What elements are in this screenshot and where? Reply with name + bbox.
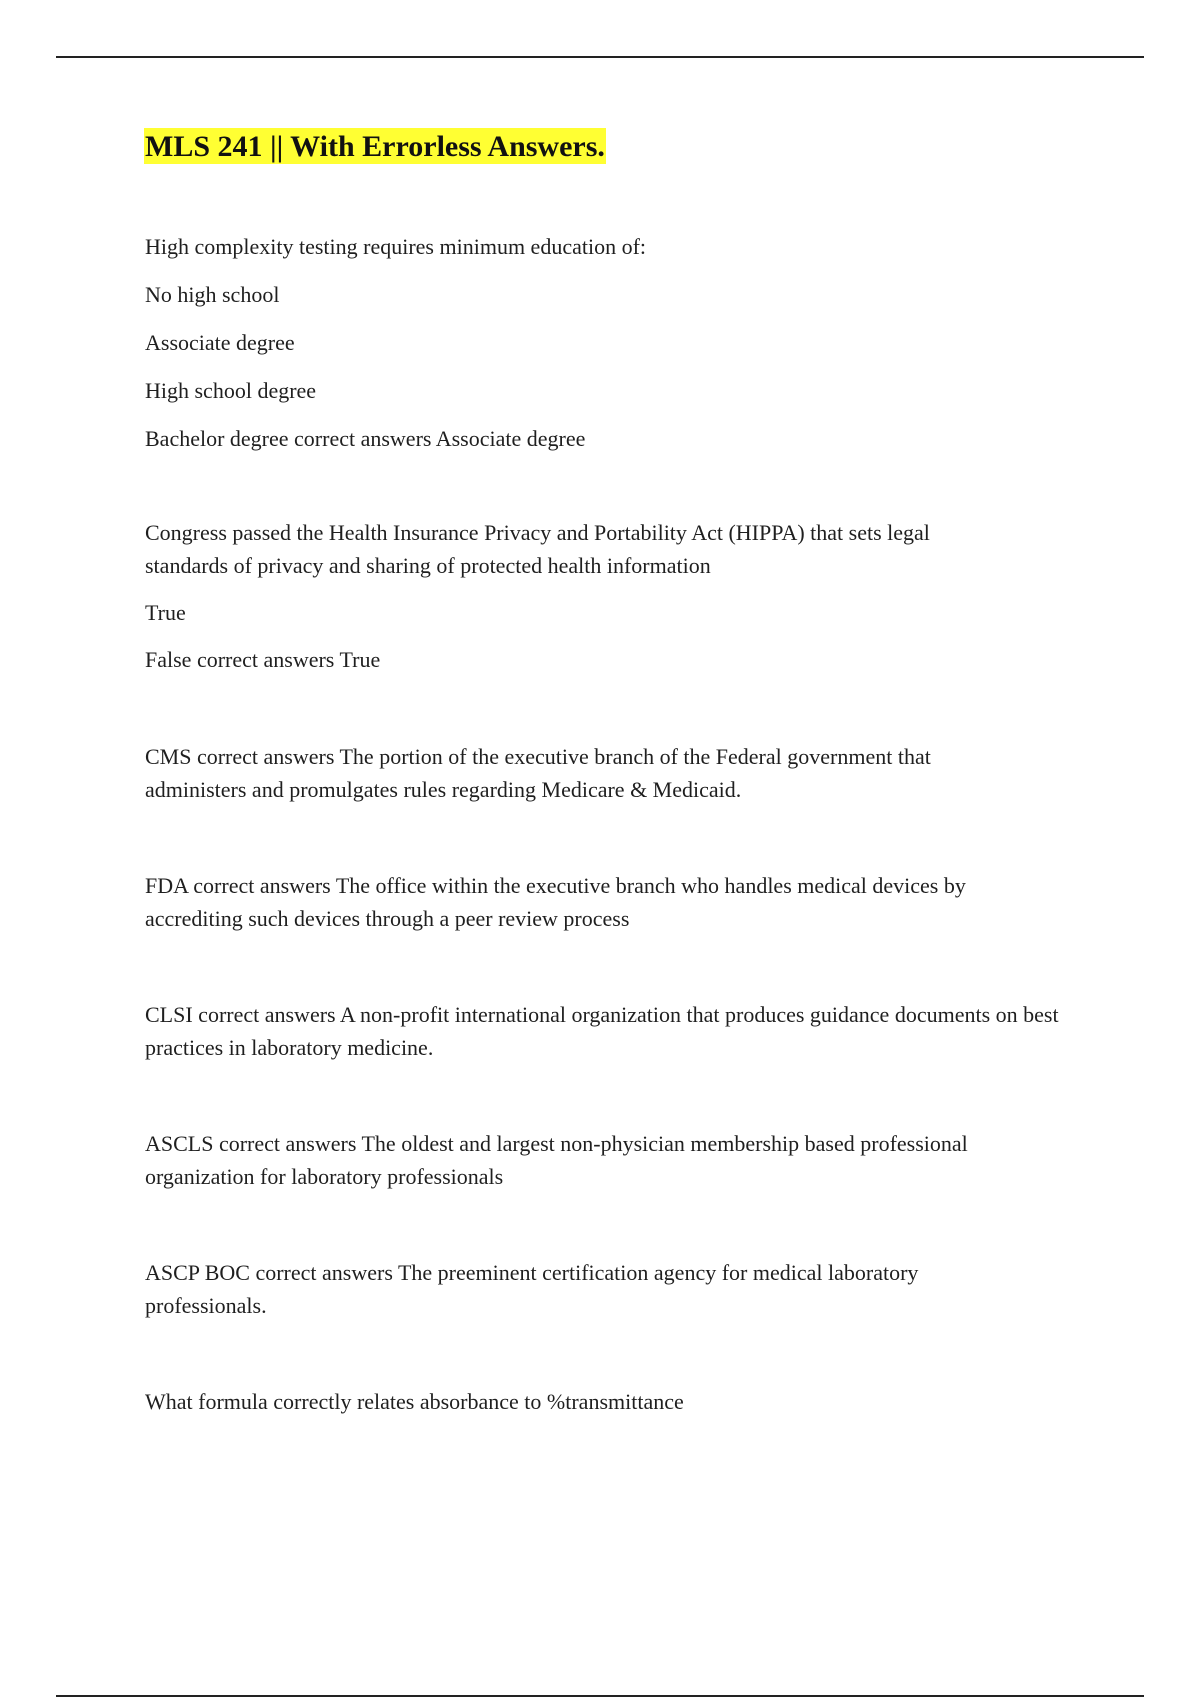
question-text: What formula correctly relates absorbance to %transmittance (145, 1389, 684, 1414)
question-block-education (145, 230, 1085, 455)
bottom-rule (56, 1695, 1144, 1697)
answer-option: Associate degree (145, 330, 295, 355)
definition-text: CMS correct answers The portion of the executive branch of the Federal government that administers and promulgates rules regarding Medicare & Medicaid. (145, 744, 931, 802)
definition-text: ASCLS correct answers The oldest and largest non-physician membership based professional organization for laboratory professionals (145, 1131, 968, 1189)
definition-ascp-boc (145, 1256, 1085, 1322)
question-block-absorbance (145, 1385, 1085, 1418)
answer-option: No high school (145, 282, 280, 307)
document-content (145, 128, 1085, 1418)
definition-text: CLSI correct answers A non-profit international organization that produces guidance documents on best practices in laboratory medicine. (145, 1002, 1059, 1060)
answer-option: True (145, 600, 186, 625)
definition-ascls (145, 1127, 1085, 1193)
document-title: MLS 241 || With Errorless Answers. (145, 130, 605, 163)
definition-fda (145, 869, 1085, 935)
answer-option: Bachelor degree correct answers Associate degree (145, 426, 586, 451)
answer-option: False correct answers True (145, 647, 381, 672)
question-block-hippa (145, 516, 1085, 676)
question-text: Congress passed the Health Insurance Privacy and Portability Act (HIPPA) that sets legal standards of privacy and sharing of protected health information (145, 520, 930, 578)
definition-text: FDA correct answers The office within the executive branch who handles medical devices by accrediting such devices through a peer review process (145, 873, 966, 931)
definition-text: ASCP BOC correct answers The preeminent certification agency for medical laboratory professionals. (145, 1260, 919, 1318)
definition-cms (145, 740, 1085, 806)
top-rule (56, 56, 1144, 58)
question-text: High complexity testing requires minimum education of: (145, 234, 647, 259)
answer-option: High school degree (145, 378, 317, 403)
definition-clsi (145, 998, 1085, 1064)
